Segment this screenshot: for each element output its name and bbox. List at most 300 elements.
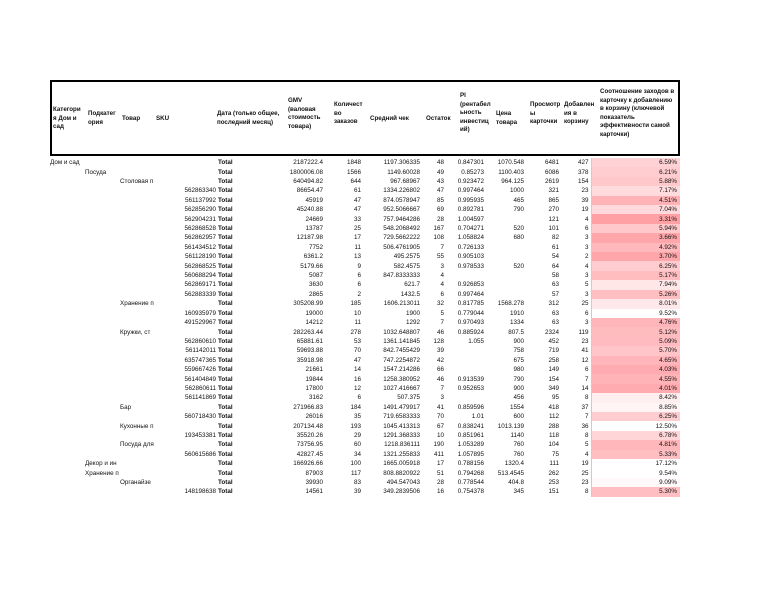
cell-cart[interactable]: 3 xyxy=(561,290,591,299)
cell-gmv[interactable]: 7752 xyxy=(308,243,323,251)
cell-l2[interactable] xyxy=(85,440,120,449)
cell-cart[interactable]: 36 xyxy=(561,421,591,430)
cell-l3[interactable] xyxy=(120,252,178,261)
cell-l1[interactable] xyxy=(50,393,85,402)
cell-cart[interactable]: 37 xyxy=(561,403,591,412)
cell-l3[interactable] xyxy=(120,261,178,270)
cell-l4[interactable] xyxy=(178,167,218,176)
cell-avg[interactable]: 719.6583333 xyxy=(383,413,420,421)
cell-stock[interactable]: 7 xyxy=(440,384,444,392)
cell-ratio[interactable]: 4.92% xyxy=(591,243,680,252)
cell-l1[interactable] xyxy=(50,167,85,176)
cell-cart[interactable]: 154 xyxy=(561,177,591,186)
cell-total[interactable]: Total xyxy=(218,328,233,336)
cell-gmv[interactable]: 42827.45 xyxy=(296,450,323,458)
cell-views[interactable]: 101 xyxy=(548,225,559,233)
cell-views[interactable]: 719 xyxy=(548,347,559,355)
cell-views[interactable]: 258 xyxy=(548,356,559,364)
cell-gmv[interactable]: 35520.26 xyxy=(296,431,323,439)
cell-l3[interactable] xyxy=(120,214,178,223)
cell-orders[interactable]: 13 xyxy=(353,253,361,261)
cell-l2[interactable] xyxy=(85,290,120,299)
cell-total[interactable]: Total xyxy=(218,479,233,487)
cell-views[interactable]: 149 xyxy=(548,366,559,374)
cell-l4[interactable]: 561137992 xyxy=(184,196,216,204)
cell-gmv[interactable]: 45919 xyxy=(305,196,323,204)
cell-l2[interactable] xyxy=(85,384,120,393)
cell-gmv[interactable]: 5087 xyxy=(308,272,323,280)
cell-l3[interactable] xyxy=(120,280,178,289)
cell-avg[interactable]: 967.68967 xyxy=(390,178,420,186)
cell-l2[interactable]: Хранение п xyxy=(85,469,119,477)
cell-l4[interactable] xyxy=(178,468,218,477)
cell-l3[interactable] xyxy=(120,412,178,421)
cell-avg[interactable]: 847.8333333 xyxy=(383,272,420,280)
cell-l4[interactable]: 562904231 xyxy=(184,215,216,223)
cell-l3[interactable] xyxy=(120,365,178,374)
cell-price[interactable]: 520 xyxy=(513,262,524,270)
cell-pi[interactable]: 0.794268 xyxy=(457,469,484,477)
cell-ratio[interactable]: 8.01% xyxy=(591,299,680,308)
cell-views[interactable]: 312 xyxy=(548,300,559,308)
cell-pi[interactable]: 0.997464 xyxy=(457,187,484,195)
cell-total[interactable]: Total xyxy=(218,234,233,242)
cell-ratio[interactable]: 6.21% xyxy=(591,167,680,176)
cell-gmv[interactable]: 26016 xyxy=(305,413,323,421)
cell-l2[interactable] xyxy=(85,478,120,487)
cell-pi[interactable]: 0.892781 xyxy=(457,206,484,214)
cell-avg[interactable]: 548.2068492 xyxy=(383,225,420,233)
cell-cart[interactable]: 3 xyxy=(561,318,591,327)
cell-l1[interactable] xyxy=(50,450,85,459)
cell-views[interactable]: 865 xyxy=(548,196,559,204)
cell-orders[interactable]: 16 xyxy=(353,375,361,383)
cell-stock[interactable]: 190 xyxy=(433,441,444,449)
cell-cart[interactable]: 8 xyxy=(561,487,591,496)
cell-l3[interactable]: Бар xyxy=(120,403,132,411)
cell-pi[interactable]: 0.978533 xyxy=(457,262,484,270)
cell-l3[interactable] xyxy=(120,233,178,242)
cell-ratio[interactable]: 4.01% xyxy=(591,384,680,393)
cell-avg[interactable]: 1491.479917 xyxy=(383,403,420,411)
cell-gmv[interactable]: 5179.66 xyxy=(300,262,323,270)
header-ratio[interactable]: Соотношение заходов в карточку к добавлению в корзину (ключевой показатель эффективности самой карточки) xyxy=(600,88,675,138)
cell-stock[interactable]: 28 xyxy=(436,479,444,487)
cell-total[interactable]: Total xyxy=(218,460,233,468)
header-gmv[interactable]: GMV (валовая стоимость товара) xyxy=(288,97,321,130)
cell-orders[interactable]: 6 xyxy=(357,281,361,289)
cell-gmv[interactable]: 35918.98 xyxy=(296,356,323,364)
cell-l2[interactable] xyxy=(85,318,120,327)
cell-gmv[interactable]: 14561 xyxy=(305,488,323,496)
cell-price[interactable]: 760 xyxy=(513,441,524,449)
cell-price[interactable]: 675 xyxy=(513,356,524,364)
cell-gmv[interactable]: 2187222.4 xyxy=(293,159,323,167)
cell-pi[interactable]: 1.01 xyxy=(471,413,484,421)
cell-ratio[interactable]: 6.59% xyxy=(591,158,680,167)
cell-gmv[interactable]: 2865 xyxy=(308,290,323,298)
cell-l1[interactable] xyxy=(50,280,85,289)
cell-pi[interactable]: 0.851961 xyxy=(457,431,484,439)
cell-l4[interactable] xyxy=(178,299,218,308)
cell-l4[interactable]: 562883339 xyxy=(184,290,216,298)
cell-l4[interactable]: 491529967 xyxy=(184,319,216,327)
cell-orders[interactable]: 34 xyxy=(353,450,361,458)
cell-l2[interactable] xyxy=(85,233,120,242)
cell-orders[interactable]: 10 xyxy=(353,309,361,317)
cell-l2[interactable] xyxy=(85,252,120,261)
cell-cart[interactable]: 378 xyxy=(561,167,591,176)
cell-cart[interactable]: 14 xyxy=(561,384,591,393)
cell-views[interactable]: 54 xyxy=(551,253,559,261)
cell-gmv[interactable]: 65881.61 xyxy=(296,337,323,345)
cell-l3[interactable] xyxy=(120,290,178,299)
cell-l1[interactable] xyxy=(50,440,85,449)
cell-l1[interactable] xyxy=(50,384,85,393)
cell-orders[interactable]: 25 xyxy=(353,225,361,233)
cell-l3[interactable] xyxy=(120,459,178,468)
cell-views[interactable]: 6481 xyxy=(544,159,559,167)
cell-cart[interactable]: 25 xyxy=(561,299,591,308)
cell-gmv[interactable]: 87903 xyxy=(305,469,323,477)
cell-l2[interactable] xyxy=(85,487,120,496)
cell-l4[interactable]: 562860611 xyxy=(184,384,216,392)
cell-views[interactable]: 270 xyxy=(548,206,559,214)
header-date[interactable]: Дата (только общее, последний месяц) xyxy=(217,110,280,126)
cell-views[interactable]: 111 xyxy=(549,460,559,468)
header-price[interactable]: Цена товара xyxy=(496,110,518,126)
cell-cart[interactable]: 3 xyxy=(561,243,591,252)
cell-ratio[interactable]: 5.88% xyxy=(591,177,680,186)
cell-l4[interactable]: 560688294 xyxy=(184,272,216,280)
cell-cart[interactable]: 12 xyxy=(561,356,591,365)
cell-l3[interactable] xyxy=(120,431,178,440)
cell-price[interactable]: 1568.278 xyxy=(497,300,524,308)
cell-l3[interactable] xyxy=(120,271,178,280)
cell-stock[interactable]: 32 xyxy=(436,300,444,308)
cell-l1[interactable] xyxy=(50,403,85,412)
cell-total[interactable]: Total xyxy=(218,431,233,439)
cell-pi[interactable]: 0.85273 xyxy=(461,168,484,176)
cell-l2[interactable] xyxy=(85,374,120,383)
cell-ratio[interactable]: 4.81% xyxy=(591,440,680,449)
cell-price[interactable]: 513.4545 xyxy=(497,469,524,477)
cell-l2[interactable] xyxy=(85,327,120,336)
cell-ratio[interactable]: 8.85% xyxy=(591,403,680,412)
cell-stock[interactable]: 51 xyxy=(436,469,444,477)
cell-stock[interactable]: 39 xyxy=(436,347,444,355)
cell-views[interactable]: 154 xyxy=(548,375,559,383)
cell-avg[interactable]: 1665.005918 xyxy=(383,460,420,468)
cell-total[interactable]: Total xyxy=(218,253,233,261)
cell-stock[interactable]: 55 xyxy=(436,253,444,261)
cell-stock[interactable]: 10 xyxy=(436,431,444,439)
cell-price[interactable]: 760 xyxy=(513,450,524,458)
cell-l4[interactable]: 560615686 xyxy=(184,450,216,458)
cell-l4[interactable]: 561141869 xyxy=(184,394,216,402)
cell-ratio[interactable]: 5.30% xyxy=(591,487,680,496)
cell-orders[interactable]: 47 xyxy=(353,356,361,364)
cell-views[interactable]: 151 xyxy=(548,488,559,496)
cell-l1[interactable] xyxy=(50,177,85,186)
cell-l3[interactable] xyxy=(120,487,178,496)
cell-cart[interactable]: 23 xyxy=(561,478,591,487)
cell-orders[interactable]: 14 xyxy=(353,366,361,374)
cell-total[interactable]: Total xyxy=(218,262,233,270)
cell-total[interactable]: Total xyxy=(218,450,233,458)
cell-stock[interactable]: 5 xyxy=(440,309,444,317)
cell-pi[interactable]: 0.952653 xyxy=(457,384,484,392)
cell-gmv[interactable]: 282263.44 xyxy=(293,328,323,336)
cell-ratio[interactable]: 17.12% xyxy=(591,459,680,468)
cell-total[interactable]: Total xyxy=(218,159,233,167)
cell-total[interactable]: Total xyxy=(218,366,233,374)
cell-pi[interactable]: 0.778544 xyxy=(457,479,484,487)
cell-l4[interactable]: 562856290 xyxy=(184,206,216,214)
cell-l4[interactable] xyxy=(178,478,218,487)
cell-stock[interactable]: 70 xyxy=(436,413,444,421)
cell-avg[interactable]: 1292 xyxy=(405,319,420,327)
cell-ratio[interactable]: 5.26% xyxy=(591,290,680,299)
cell-price[interactable] xyxy=(486,252,526,261)
cell-price[interactable] xyxy=(486,214,526,223)
cell-avg[interactable]: 495.2575 xyxy=(393,253,420,261)
cell-views[interactable]: 262 xyxy=(548,469,559,477)
cell-views[interactable]: 64 xyxy=(551,262,559,270)
cell-pi[interactable] xyxy=(446,393,486,402)
cell-l3[interactable] xyxy=(120,158,178,167)
cell-gmv[interactable]: 17800 xyxy=(305,384,323,392)
cell-stock[interactable]: 48 xyxy=(436,159,444,167)
header-subcategory[interactable]: Подкатег ория xyxy=(88,110,116,126)
cell-ratio[interactable]: 5.33% xyxy=(591,450,680,459)
cell-l1[interactable] xyxy=(50,233,85,242)
cell-gmv[interactable]: 13787 xyxy=(305,225,323,233)
cell-l1[interactable] xyxy=(50,186,85,195)
cell-stock[interactable]: 16 xyxy=(436,488,444,496)
cell-orders[interactable]: 1566 xyxy=(346,168,361,176)
cell-views[interactable]: 112 xyxy=(548,413,559,421)
cell-stock[interactable]: 47 xyxy=(436,187,444,195)
cell-l1[interactable] xyxy=(50,196,85,205)
cell-price[interactable]: 900 xyxy=(513,384,524,392)
cell-total[interactable]: Total xyxy=(218,272,233,280)
cell-price[interactable]: 980 xyxy=(513,366,524,374)
cell-cart[interactable]: 3 xyxy=(561,233,591,242)
cell-gmv[interactable]: 166926.66 xyxy=(293,460,323,468)
cell-avg[interactable]: 757.9464286 xyxy=(383,215,420,223)
cell-stock[interactable]: 6 xyxy=(440,290,444,298)
cell-total[interactable]: Total xyxy=(218,375,233,383)
cell-orders[interactable]: 1848 xyxy=(346,159,361,167)
cell-total[interactable]: Total xyxy=(218,300,233,308)
cell-l1[interactable] xyxy=(50,468,85,477)
cell-cart[interactable]: 8 xyxy=(561,393,591,402)
cell-ratio[interactable]: 7.94% xyxy=(591,280,680,289)
cell-l2[interactable] xyxy=(85,421,120,430)
cell-cart[interactable]: 25 xyxy=(561,468,591,477)
cell-l3[interactable] xyxy=(120,346,178,355)
cell-l2[interactable] xyxy=(85,403,120,412)
cell-total[interactable]: Total xyxy=(218,178,233,186)
cell-orders[interactable]: 83 xyxy=(353,479,361,487)
cell-views[interactable]: 2324 xyxy=(544,328,559,336)
cell-total[interactable]: Total xyxy=(218,347,233,355)
cell-l1[interactable] xyxy=(50,252,85,261)
cell-l1[interactable] xyxy=(50,261,85,270)
cell-views[interactable]: 63 xyxy=(551,281,559,289)
cell-views[interactable]: 349 xyxy=(548,384,559,392)
cell-l1[interactable] xyxy=(50,224,85,233)
cell-cart[interactable]: 427 xyxy=(561,158,591,167)
header-sku[interactable]: SKU xyxy=(156,115,170,122)
cell-cart[interactable]: 3 xyxy=(561,271,591,280)
cell-cart[interactable]: 119 xyxy=(561,327,591,336)
cell-orders[interactable]: 47 xyxy=(353,196,361,204)
cell-avg[interactable]: 1032.648807 xyxy=(383,328,420,336)
cell-orders[interactable]: 6 xyxy=(357,394,361,402)
header-orders[interactable]: Количест во заказов xyxy=(334,101,363,126)
cell-l3[interactable] xyxy=(120,450,178,459)
cell-stock[interactable]: 46 xyxy=(436,328,444,336)
cell-l3[interactable]: Хранение п xyxy=(120,300,154,308)
cell-l4[interactable]: 193453381 xyxy=(184,431,216,439)
cell-l3[interactable] xyxy=(120,186,178,195)
cell-orders[interactable]: 35 xyxy=(353,413,361,421)
header-avg-check[interactable]: Средний чек xyxy=(370,115,409,122)
cell-avg[interactable]: 1045.413313 xyxy=(383,422,420,430)
cell-price[interactable] xyxy=(486,280,526,289)
cell-orders[interactable]: 100 xyxy=(350,460,361,468)
cell-orders[interactable]: 11 xyxy=(354,319,361,327)
cell-total[interactable]: Total xyxy=(218,413,233,421)
header-cart-adds[interactable]: Добавлен ия в корзину xyxy=(564,101,595,126)
cell-l4[interactable]: 562863340 xyxy=(184,187,216,195)
cell-ratio[interactable]: 5.94% xyxy=(591,224,680,233)
cell-pi[interactable]: 0.754378 xyxy=(457,488,484,496)
cell-pi[interactable]: 0.997464 xyxy=(457,290,484,298)
cell-pi[interactable]: 1.055 xyxy=(468,337,484,345)
cell-stock[interactable]: 7 xyxy=(440,319,444,327)
cell-cart[interactable]: 41 xyxy=(561,346,591,355)
cell-avg[interactable]: 1900 xyxy=(405,309,420,317)
cell-l4[interactable]: 562868525 xyxy=(184,262,216,270)
cell-total[interactable]: Total xyxy=(218,243,233,251)
cell-ratio[interactable]: 8.42% xyxy=(591,393,680,402)
header-product[interactable]: Товар xyxy=(122,115,141,122)
cell-l1[interactable] xyxy=(50,478,85,487)
cell-l2[interactable] xyxy=(85,261,120,270)
cell-l2[interactable] xyxy=(85,309,120,318)
cell-l1[interactable] xyxy=(50,318,85,327)
cell-stock[interactable]: 28 xyxy=(436,215,444,223)
cell-cart[interactable]: 6 xyxy=(561,309,591,318)
cell-l4[interactable]: 160935979 xyxy=(184,309,216,317)
cell-avg[interactable]: 1321.255833 xyxy=(383,450,420,458)
cell-price[interactable]: 1910 xyxy=(509,309,524,317)
cell-price[interactable]: 790 xyxy=(513,375,524,383)
cell-ratio[interactable]: 5.09% xyxy=(591,337,680,346)
cell-avg[interactable]: 952.5066667 xyxy=(383,206,420,214)
cell-orders[interactable]: 193 xyxy=(350,422,361,430)
cell-views[interactable]: 75 xyxy=(551,450,559,458)
cell-pi[interactable] xyxy=(446,365,486,374)
cell-l3[interactable]: Кухонные п xyxy=(120,422,154,430)
cell-total[interactable]: Total xyxy=(218,488,233,496)
cell-l4[interactable]: 559667426 xyxy=(184,366,216,374)
cell-l4[interactable]: 148198638 xyxy=(184,488,216,496)
cell-l3[interactable] xyxy=(120,318,178,327)
cell-l1[interactable] xyxy=(50,487,85,496)
cell-l4[interactable]: 561434512 xyxy=(184,243,216,251)
cell-l4[interactable]: 562862957 xyxy=(184,234,216,242)
cell-ratio[interactable]: 7.17% xyxy=(591,186,680,195)
cell-gmv[interactable]: 271966.83 xyxy=(293,403,323,411)
cell-avg[interactable]: 1291.368333 xyxy=(383,431,420,439)
cell-price[interactable]: 807.5 xyxy=(508,328,524,336)
cell-views[interactable]: 6086 xyxy=(544,168,559,176)
cell-l3[interactable]: Кружки, ст xyxy=(120,328,151,336)
cell-l1[interactable] xyxy=(50,365,85,374)
cell-avg[interactable]: 494.547043 xyxy=(386,479,420,487)
cell-ratio[interactable]: 4.65% xyxy=(591,356,680,365)
cell-l4[interactable]: 560718430 xyxy=(184,413,216,421)
cell-price[interactable] xyxy=(486,290,526,299)
cell-l2[interactable] xyxy=(85,243,120,252)
cell-orders[interactable]: 6 xyxy=(357,272,361,280)
cell-gmv[interactable]: 305208.99 xyxy=(293,300,323,308)
cell-price[interactable]: 600 xyxy=(513,413,524,421)
cell-price[interactable]: 1554 xyxy=(509,403,524,411)
cell-l1[interactable] xyxy=(50,205,85,214)
cell-ratio[interactable]: 9.09% xyxy=(591,478,680,487)
cell-l2[interactable] xyxy=(85,393,120,402)
cell-l2[interactable] xyxy=(85,365,120,374)
cell-avg[interactable]: 747.2254872 xyxy=(383,356,420,364)
cell-pi[interactable]: 0.885924 xyxy=(457,328,484,336)
cell-price[interactable]: 465 xyxy=(513,196,524,204)
cell-pi[interactable]: 0.847301 xyxy=(457,159,484,167)
cell-l3[interactable]: Органайзе xyxy=(120,479,151,487)
cell-l2[interactable] xyxy=(85,412,120,421)
cell-l2[interactable] xyxy=(85,205,120,214)
cell-gmv[interactable]: 1800006.08 xyxy=(289,168,323,176)
cell-gmv[interactable]: 39930 xyxy=(305,479,323,487)
cell-cart[interactable]: 2 xyxy=(561,252,591,261)
cell-l4[interactable]: 561142011 xyxy=(185,347,216,355)
cell-total[interactable]: Total xyxy=(218,422,233,430)
cell-views[interactable]: 95 xyxy=(551,394,559,402)
cell-avg[interactable]: 1432.5 xyxy=(400,290,420,298)
cell-views[interactable]: 418 xyxy=(548,403,559,411)
cell-orders[interactable]: 9 xyxy=(357,262,361,270)
cell-gmv[interactable]: 59693.88 xyxy=(296,347,323,355)
cell-stock[interactable]: 167 xyxy=(433,225,444,233)
cell-l4[interactable] xyxy=(178,440,218,449)
cell-cart[interactable]: 8 xyxy=(561,431,591,440)
cell-views[interactable]: 452 xyxy=(548,337,559,345)
cell-l1[interactable] xyxy=(50,421,85,430)
cell-l1[interactable] xyxy=(50,309,85,318)
cell-pi[interactable]: 0.995935 xyxy=(457,196,484,204)
cell-l3[interactable] xyxy=(120,205,178,214)
cell-ratio[interactable]: 12.50% xyxy=(591,421,680,430)
cell-gmv[interactable]: 21661 xyxy=(305,366,323,374)
cell-avg[interactable]: 506.4761905 xyxy=(383,243,420,251)
cell-avg[interactable]: 1027.416667 xyxy=(383,384,420,392)
cell-l4[interactable] xyxy=(178,403,218,412)
cell-l2[interactable] xyxy=(85,280,120,289)
